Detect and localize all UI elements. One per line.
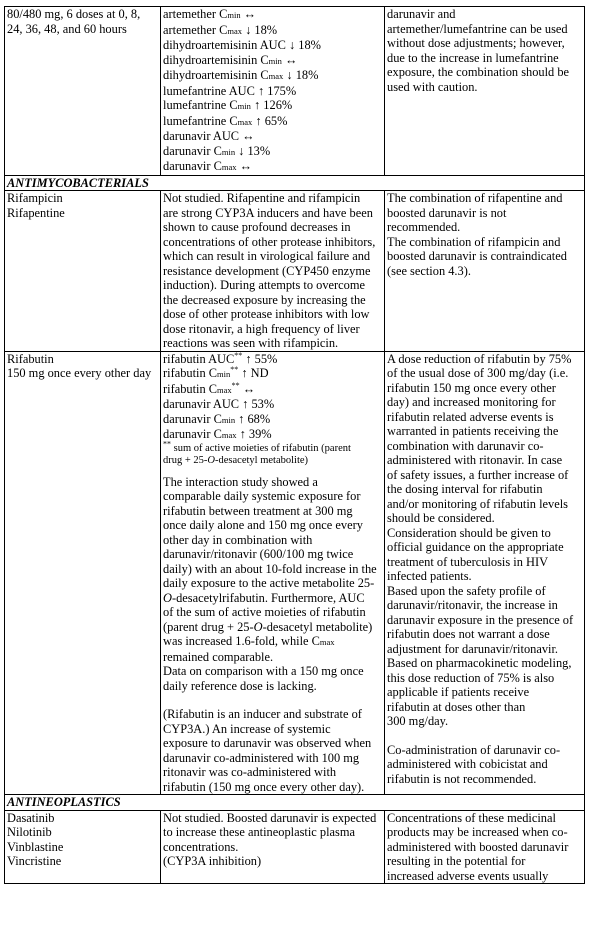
cell-line: other day in combination with [163, 532, 313, 547]
cell-text: -desacetylrifabutin. Furthermore, AUC [171, 590, 365, 605]
pk-text: rifabutin C [163, 381, 218, 396]
row3-recommendation-cell [385, 351, 585, 795]
table-row [5, 351, 585, 795]
table-row [5, 191, 585, 352]
pk-text: ** [231, 380, 240, 390]
pk-line [163, 382, 382, 398]
cell-line: and/or monitoring of rifabutin levels [387, 496, 569, 511]
cell-line: warranted in patients receiving the [387, 424, 559, 438]
pk-text: lumefantrine C [163, 98, 238, 112]
cell-line: the decreased exposure by increasing the [163, 292, 366, 307]
pk-text: max [268, 71, 284, 81]
cell-line: boosted darunavir is contraindicated [387, 249, 567, 263]
cell-line: treatment of tuberculosis in HIV [387, 554, 549, 569]
cell-line: resulting in the potential for [387, 854, 526, 868]
row4-drug-cell [5, 810, 161, 884]
cell-text: max [319, 637, 335, 647]
interaction-table [4, 6, 585, 884]
footnote-mark: ** [163, 439, 171, 448]
row1-recommendation-cell [385, 7, 585, 176]
cell-line [163, 634, 382, 650]
cell-line: rifabutin is not recommended. [387, 771, 537, 786]
cell-line: exposure, the combination should be [387, 65, 570, 79]
pk-line [163, 53, 382, 69]
cell-line: 80/480 mg, 6 doses at 0, 8, [7, 7, 141, 21]
footnote-text: -desacetyl metabolite) [215, 455, 309, 466]
cell-line: rifabutin related adverse events is [387, 409, 554, 424]
cell-line: administered with boosted darunavir [387, 839, 569, 854]
pk-line [163, 427, 382, 443]
cell-line: adjustment for darunavir/ritonavir. [387, 641, 559, 656]
cell-line: used with caution. [387, 79, 478, 94]
cell-line: induction). During attempts to overcome [163, 278, 365, 292]
cell-line: official guidance on the appropriate [387, 540, 564, 554]
pk-text: max [237, 116, 253, 127]
pk-text: ↔ [239, 381, 256, 396]
pk-text: min [221, 414, 236, 425]
cell-text: was increased 1.6-fold, while C [163, 634, 320, 648]
cell-line: (Rifabutin is an inducer and substrate of [163, 707, 362, 721]
cell-line: Based upon the safety profile of [387, 583, 546, 598]
cell-line: CYP3A.) An increase of systemic [163, 721, 331, 736]
cell-line: of safety issues, a further increase of [387, 467, 569, 482]
cell-line: this dose reduction of 75% is also [387, 670, 555, 685]
cell-line: administered with cobicistat and [387, 757, 548, 771]
document-page [4, 6, 584, 884]
cell-line: due to the increase in lumefantrine [387, 50, 559, 65]
cell-line: reactions was seen with rifampicin. [163, 336, 339, 350]
table-row [5, 7, 585, 176]
cell-line: 300 mg/day. [387, 714, 449, 728]
cell-line: products may be increased when co- [387, 825, 568, 839]
cell-line: (CYP3A inhibition) [163, 854, 262, 868]
pk-text: artemether C [163, 7, 228, 21]
pk-text: max [221, 430, 237, 440]
cell-line: administered with ritonavir. In case [387, 453, 563, 467]
cell-line: 150 mg once every other day [7, 366, 152, 380]
cell-line: should be considered. [387, 511, 495, 525]
pk-line [163, 412, 382, 428]
pk-text: min [268, 55, 282, 66]
cell-line: Not studied. Boosted darunavir is expected [163, 810, 377, 825]
row2-effect-cell [161, 191, 385, 352]
cell-line: the dosing interval for rifabutin [387, 482, 543, 496]
cell-line: The interaction study showed a [163, 474, 318, 489]
cell-text: -desacetyl metabolite) [262, 619, 373, 634]
cell-line: boosted darunavir is not [387, 205, 507, 220]
cell-line: without dose adjustments; however, [387, 36, 565, 50]
cell-line [163, 620, 382, 635]
cell-line: darunavir/ritonavir (600/100 mg twice [163, 547, 354, 561]
pk-text: ↑ 126% [250, 98, 293, 112]
cell-line: comparable daily systemic exposure for [163, 489, 361, 503]
pk-text: min [227, 10, 241, 20]
cell-line: concentrations of other protease inhibitors, [163, 234, 376, 249]
pk-text: lumefantrine AUC ↑ 175% [163, 83, 297, 98]
cell-line: The combination of rifapentine and [387, 191, 563, 205]
section-heading-antimycobacterials: ANTIMYCOBACTERIALS [5, 175, 585, 191]
row2-recommendation-cell [385, 191, 585, 352]
cell-line: darunavir/ritonavir, the increase in [387, 598, 558, 612]
cell-line: artemether/lumefantrine can be used [387, 21, 568, 36]
footnote-text: drug + 25- [163, 455, 208, 466]
pk-text: artemether C [163, 22, 228, 37]
footnote-text: O [207, 455, 216, 466]
pk-line [163, 98, 382, 114]
cell-line: daily reference dose is lacking. [163, 678, 317, 693]
cell-line: rifabutin 150 mg once every other [387, 380, 556, 395]
pk-text: max [227, 25, 242, 36]
pk-line [163, 23, 382, 39]
pk-text: ** [234, 351, 243, 360]
pk-text: ↑ 65% [252, 113, 288, 128]
row1-drug-cell [5, 7, 161, 176]
row2-drug-cell [5, 191, 161, 352]
pk-line [163, 159, 382, 175]
cell-line: exposure to darunavir was observed when [163, 736, 372, 750]
cell-line: combination with darunavir co- [387, 438, 544, 453]
table-row [5, 810, 585, 884]
cell-line: to increase these antineoplastic plasma [163, 825, 355, 839]
cell-line: dose ritonavir, a high frequency of liver [163, 321, 360, 336]
cell-line: remained comparable. [163, 649, 274, 664]
cell-line: Rifampicin [7, 191, 63, 205]
pk-text: ↑ 68% [235, 411, 271, 426]
pk-line [163, 144, 382, 160]
cell-text: O [163, 590, 172, 605]
pk-text: darunavir AUC ↔ [163, 129, 255, 143]
pk-line [163, 129, 382, 144]
pk-text: ↔ [281, 52, 298, 67]
pk-text: min [217, 369, 231, 379]
cell-line: of the usual dose of 300 mg/day (i.e. [387, 366, 569, 380]
row3-drug-cell [5, 351, 161, 795]
cell-line: Vincristine [7, 854, 62, 868]
pk-text: darunavir C [163, 411, 222, 426]
cell-line: Not studied. Rifapentine and rifampicin [163, 191, 361, 205]
cell-text: (parent drug + 25- [163, 619, 254, 634]
cell-line: rifabutin (150 mg once every other day). [163, 779, 365, 794]
pk-text: ↑ 55% [242, 351, 278, 366]
cell-line: once daily alone and 150 mg once every [163, 518, 363, 532]
cell-line: applicable if patients receive [387, 685, 530, 699]
pk-text: ↔ [240, 7, 257, 21]
cell-line: day) and increased monitoring for [387, 395, 556, 409]
pk-line [163, 366, 382, 382]
pk-line [163, 397, 382, 412]
cell-line: increased adverse events usually [387, 868, 549, 883]
cell-line: Data on comparison with a 150 mg once [163, 664, 364, 678]
cell-line: 24, 36, 48, and 60 hours [7, 21, 127, 36]
cell-text: O [253, 619, 263, 634]
cell-line: infected patients. [387, 569, 472, 583]
pk-line [163, 38, 382, 53]
pk-text: rifabutin C [163, 366, 218, 380]
row3-effect-cell [161, 351, 385, 795]
cell-line: are strong CYP3A inducers and have been [163, 205, 373, 220]
cell-line: rifabutin at doses other than [387, 699, 526, 714]
footnote-text: sum of active moieties of rifabutin (parent [171, 442, 351, 454]
pk-text: darunavir C [163, 427, 222, 441]
cell-line: darunavir co-administered with 100 mg [163, 750, 360, 765]
pk-text: min [237, 101, 251, 111]
pk-text: ↓ 18% [283, 68, 319, 82]
row4-recommendation-cell [385, 810, 585, 884]
cell-line: Co-administration of darunavir co- [387, 742, 561, 757]
cell-line [163, 591, 382, 606]
cell-line: Rifapentine [7, 205, 65, 220]
pk-line [163, 7, 382, 23]
cell-line: The combination of rifampicin and [387, 234, 561, 249]
section-row [5, 175, 585, 191]
pk-text: dihydroartemisinin C [163, 52, 269, 67]
cell-line: which can result in virological failure and [163, 249, 371, 263]
pk-text: darunavir C [163, 159, 222, 173]
cell-line: Nilotinib [7, 825, 52, 839]
cell-line: A dose reduction of rifabutin by 75% [387, 351, 572, 366]
pk-line [163, 352, 382, 367]
cell-line: dose of other protease inhibitors with low [163, 307, 370, 321]
section-row [5, 795, 585, 811]
cell-line: Consideration should be given to [387, 525, 551, 540]
pk-text: ** [230, 364, 239, 374]
cell-line: Rifabutin [7, 351, 54, 366]
cell-line: daily) with an about 10-fold increase in the [163, 561, 377, 576]
pk-text: max [221, 162, 237, 172]
pk-text: ↑ ND [238, 366, 269, 380]
footnote [163, 439, 382, 456]
pk-text: min [221, 146, 236, 157]
pk-line [163, 84, 382, 99]
cell-line: (see section 4.3). [387, 263, 471, 278]
pk-line [163, 68, 382, 84]
pk-text: rifabutin AUC [163, 351, 235, 366]
pk-text: darunavir AUC ↑ 53% [163, 397, 275, 411]
cell-line: rifabutin does not warrant a dose [387, 627, 550, 641]
section-heading-antineoplastics: ANTINEOPLASTICS [5, 795, 585, 811]
cell-line: daily exposure to the active metabolite 25- [163, 576, 375, 590]
footnote [163, 455, 382, 468]
cell-line: Dasatinib [7, 810, 55, 825]
pk-text: ↓ 18% [241, 22, 278, 37]
cell-line: concentrations. [163, 839, 239, 854]
cell-line: darunavir and [387, 7, 456, 21]
pk-text: lumefantrine C [163, 113, 238, 128]
pk-text: max [217, 384, 232, 395]
cell-line: ritonavir was co-administered with [163, 765, 337, 779]
pk-text: ↓ 13% [235, 143, 271, 158]
cell-line: darunavir exposure in the presence of [387, 612, 574, 627]
pk-line [163, 114, 382, 130]
pk-text: darunavir C [163, 143, 222, 158]
cell-line: resistance development (CYP450 enzyme [163, 263, 371, 278]
cell-line: Vinblastine [7, 839, 64, 854]
cell-line: Based on pharmacokinetic modeling, [387, 656, 572, 670]
pk-results [163, 352, 382, 443]
cell-line: shown to cause profound decreases in [163, 220, 351, 234]
cell-line: rifabutin between treatment at 300 mg [163, 503, 353, 518]
pk-text: ↔ [236, 159, 252, 173]
row1-effect-cell [161, 7, 385, 176]
pk-text: dihydroartemisinin C [163, 68, 269, 82]
cell-line: Concentrations of these medicinal [387, 810, 556, 825]
pk-text: dihydroartemisinin AUC ↓ 18% [163, 38, 321, 52]
cell-line: of the sum of active moieties of rifabutin [163, 605, 366, 619]
cell-line: recommended. [387, 220, 461, 234]
row4-effect-cell [161, 810, 385, 884]
pk-text: ↑ 39% [236, 427, 272, 441]
